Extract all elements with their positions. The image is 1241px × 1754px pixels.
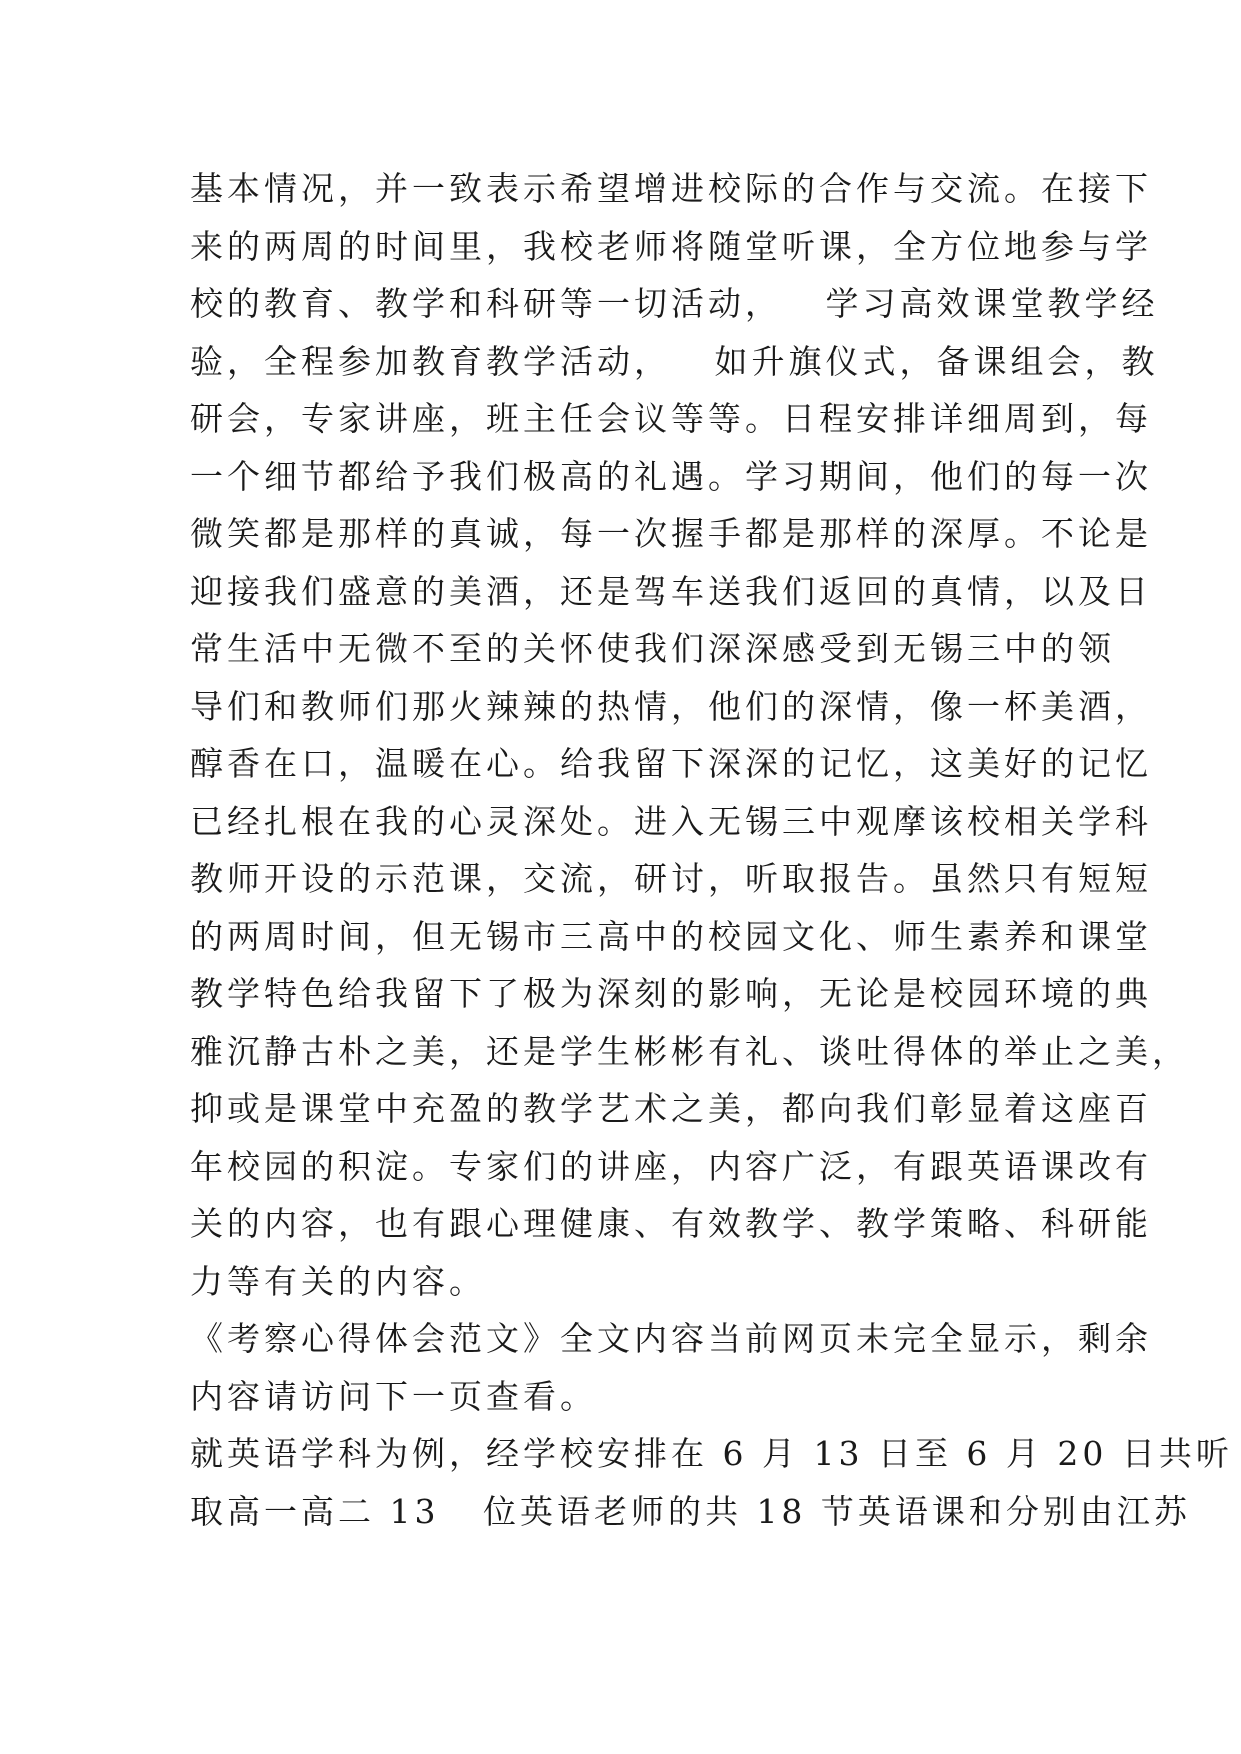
text-line-16: 雅沉静古朴之美，还是学生彬彬有礼、谈吐得体的举止之美， — [190, 1031, 1189, 1071]
text-line-19: 关的内容，也有跟心理健康、有效教学、教学策略、科研能 — [190, 1204, 1152, 1243]
text-line-22: 取高一高二 13 位英语老师的共 18 节英语课和分别由江苏 — [190, 1491, 1191, 1531]
text-line-6: 一个细节都给予我们极高的礼遇。学习期间，他们的每一次 — [190, 456, 1152, 496]
notice-line-1: 《考察心得体会范文》全文内容当前网页未完全显示，剩余 — [190, 1319, 1152, 1358]
text-line-11: 醇香在口，温暖在心。给我留下深深的记忆，这美好的记忆 — [190, 744, 1152, 783]
text-line-15: 教学特色给我留下了极为深刻的影响，无论是校园环境的典 — [190, 974, 1152, 1013]
notice-line-2: 内容请访问下一页查看。 — [190, 1376, 597, 1416]
text-line-14: 的两周时间，但无锡市三高中的校园文化、师生素养和课堂 — [190, 916, 1152, 956]
text-line-4: 验，全程参加教育教学活动， 如升旗仪式，备课组会，教 — [190, 341, 1159, 381]
text-line-7: 微笑都是那样的真诚，每一次握手都是那样的深厚。不论是 — [190, 514, 1152, 553]
text-line-8: 迎接我们盛意的美酒，还是驾车送我们返回的真情，以及日 — [190, 571, 1152, 611]
text-line-1: 基本情况，并一致表示希望增进校际的合作与交流。在接下 — [190, 169, 1152, 208]
document-body — [190, 160, 1233, 1540]
text-line-2: 来的两周的时间里，我校老师将随堂听课，全方位地参与学 — [190, 226, 1152, 266]
text-line-20: 力等有关的内容。 — [190, 1261, 486, 1301]
text-line-5: 研会，专家讲座，班主任会议等等。日程安排详细周到，每 — [190, 399, 1152, 438]
text-line-3: 校的教育、教学和科研等一切活动， 学习高效课堂教学经 — [190, 284, 1159, 323]
text-line-12: 已经扎根在我的心灵深处。进入无锡三中观摩该校相关学科 — [190, 801, 1152, 841]
text-line-18: 年校园的积淀。专家们的讲座，内容广泛，有跟英语课改有 — [190, 1146, 1152, 1186]
text-line-13: 教师开设的示范课，交流，研讨，听取报告。虽然只有短短 — [190, 859, 1152, 898]
text-line-21: 就英语学科为例，经学校安排在 6 月 13 日至 6 月 20 日共听 — [190, 1434, 1233, 1473]
text-line-17: 抑或是课堂中充盈的教学艺术之美，都向我们彰显着这座百 — [190, 1089, 1152, 1128]
text-line-9: 常生活中无微不至的关怀使我们深深感受到无锡三中的领 — [190, 629, 1115, 668]
text-line-10: 导们和教师们那火辣辣的热情，他们的深情，像一杯美酒， — [190, 686, 1152, 726]
